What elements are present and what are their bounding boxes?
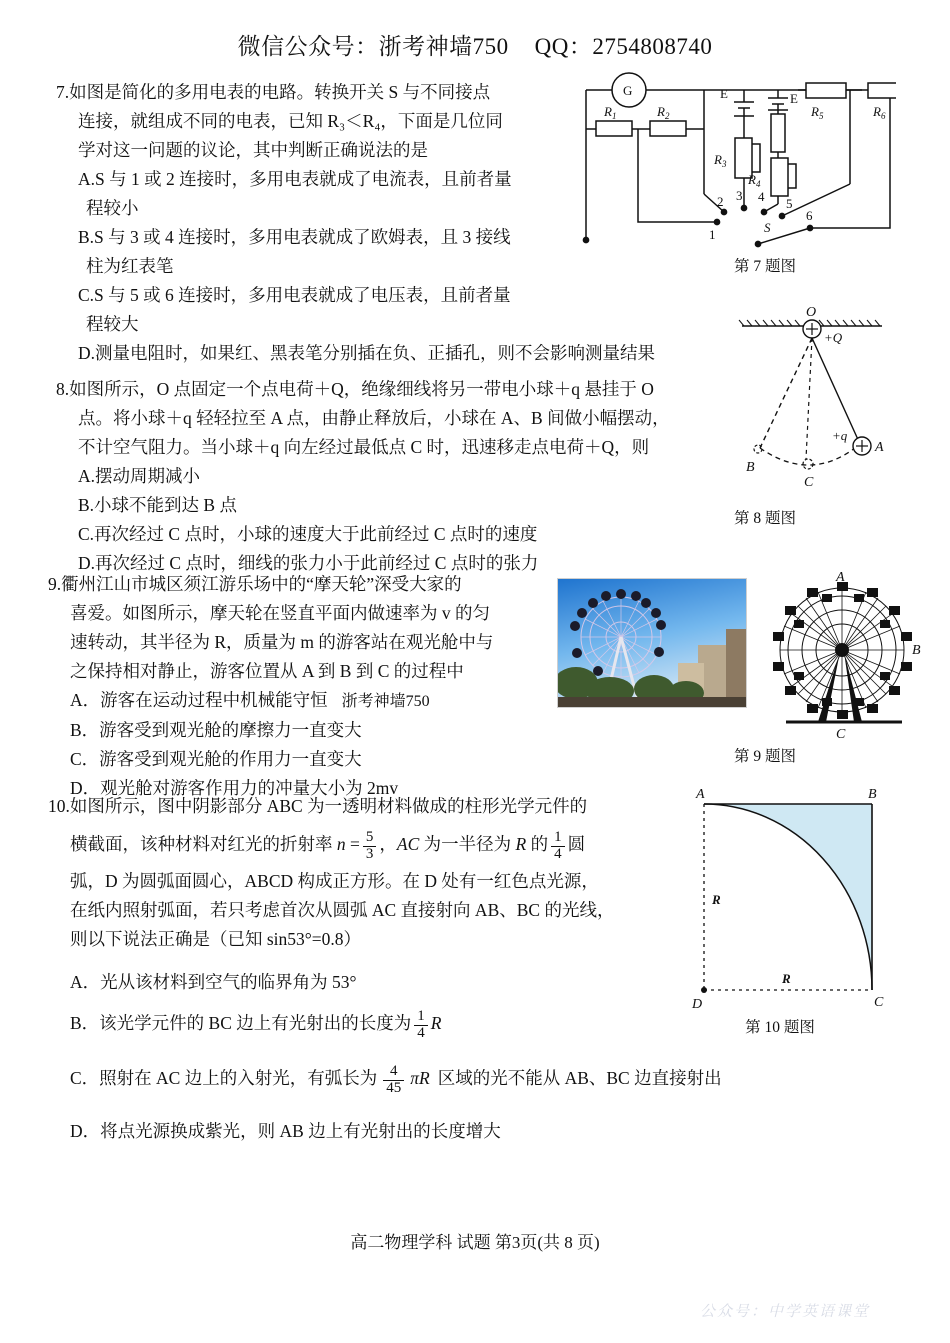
page-header bbox=[0, 28, 950, 61]
option-c-fraction bbox=[383, 1064, 404, 1097]
q9-option-c: C．游客受到观光舱的作用力一直变大 bbox=[70, 749, 362, 769]
q7-stem-line-1: 7.如图是简化的多用电表的电路。转换开关 S 与不同接点 bbox=[56, 82, 491, 102]
r4-label: $R_4$ bbox=[748, 172, 761, 189]
ferris-wheel-schematic-svg bbox=[762, 572, 930, 742]
r3-label: $R_3$ bbox=[714, 152, 727, 169]
frac-num: 1 bbox=[554, 828, 562, 845]
optics-square-svg bbox=[682, 786, 896, 1012]
q7-stem-line-2: 连接，就组成不同的电表，已知 R₃＜R₄，下面是几位同 bbox=[78, 111, 503, 131]
pivot-o-label: O bbox=[806, 305, 817, 320]
q10-option-a: A．光从该材料到空气的临界角为 53° bbox=[70, 972, 357, 992]
q10-stem-line-5: 则以下说法正确是（已知 sin53°=0.8） bbox=[70, 929, 362, 949]
r5-label: $R_5$ bbox=[811, 104, 824, 121]
q9-ferris-schematic bbox=[762, 572, 930, 747]
q9-figure-caption: 第 9 题图 bbox=[733, 748, 796, 765]
page-footer: 高二物理学科 试题 第3页(共 8 页) bbox=[350, 1233, 600, 1252]
q10-option-c-text: C．照射在 AC 边上的入射光，有弧长为 bbox=[70, 1068, 378, 1088]
frac-num: 5 bbox=[365, 828, 374, 845]
r6-label: $R_6$ bbox=[873, 104, 886, 121]
q10-option-c-mid: πR bbox=[410, 1068, 430, 1088]
q10-option-c-tail: 区域的光不能从 AB、BC 边直接射出 bbox=[437, 1068, 722, 1088]
question-9 bbox=[48, 570, 568, 803]
frac-den: 45 bbox=[383, 1080, 404, 1097]
quarter-fraction bbox=[551, 830, 565, 863]
q8-figure-caption: 第 8 题图 bbox=[733, 510, 796, 527]
q7-option-a: A.S 与 1 或 2 连接时，多用电表就成了电流表，且前者量 bbox=[78, 169, 512, 189]
q7-option-b-cont: 柱为红表笔 bbox=[86, 256, 174, 276]
r2-label: $R_2$ bbox=[657, 104, 670, 121]
q9-stem-line-4: 之保持相对静止，游客位置从 A 到 B 到 C 的过程中 bbox=[70, 661, 464, 681]
frac-den: 4 bbox=[551, 846, 565, 863]
ferris-point-c-label: C bbox=[836, 727, 846, 742]
q7-figure-caption: 第 7 题图 bbox=[733, 258, 796, 275]
q8-option-c: C.再次经过 C 点时，小球的速度大于此前经过 C 点时的速度 bbox=[78, 524, 538, 544]
q7-option-d: D.测量电阻时，如果红、黑表笔分别插在负、正插孔，则不会影响测量结果 bbox=[78, 343, 656, 363]
q8-option-d: D.再次经过 C 点时，细线的张力小于此前经过 C 点时的张力 bbox=[78, 553, 539, 573]
q9-stem-line-1: 9.衢州江山市城区须江游乐场中的“摩天轮”深受大家的 bbox=[48, 574, 462, 594]
q9-stem-line-2: 喜爱。如图所示，摩天轮在竖直平面内做速率为 v 的匀 bbox=[70, 603, 490, 623]
header-wechat: 微信公众号：浙考神墙750 bbox=[237, 34, 509, 59]
q10-option-b bbox=[48, 997, 708, 1049]
refractive-index-fraction bbox=[363, 830, 377, 863]
point-b-label: B bbox=[746, 460, 755, 475]
ferris-point-b-label: B bbox=[912, 643, 921, 658]
galvanometer-label: G bbox=[623, 83, 633, 98]
header-qq: QQ：2754808740 bbox=[534, 34, 713, 59]
optics-d-label: D bbox=[692, 997, 703, 1012]
option-b-fraction bbox=[414, 1009, 428, 1042]
q8-option-b: B.小球不能到达 B 点 bbox=[78, 495, 237, 515]
q7-option-c-cont: 程较大 bbox=[86, 314, 139, 334]
frac-num: 1 bbox=[417, 1007, 425, 1024]
q8-stem-line-2: 点。将小球＋q 轻轻拉至 A 点，由静止释放后，小球在 A、B 间做小幅摆动， bbox=[78, 408, 670, 428]
contact-4-label: 4 bbox=[758, 189, 765, 204]
battery-e-left-label: E bbox=[720, 86, 728, 101]
q8-option-a: A.摆动周期减小 bbox=[78, 466, 201, 486]
question-10 bbox=[48, 792, 722, 1146]
moving-charge-label: +q bbox=[832, 428, 848, 443]
q10-figure-caption: 第 10 题图 bbox=[745, 1019, 815, 1036]
r1-label: $R_1$ bbox=[604, 104, 617, 121]
radius-horizontal-label: R bbox=[782, 971, 791, 986]
q10-stem-line-1: 10.如图所示，图中阴影部分 ABC 为一透明材料做成的柱形光学元件的 bbox=[48, 796, 588, 816]
q7-circuit-figure bbox=[578, 72, 896, 257]
contact-3-label: 3 bbox=[736, 188, 743, 203]
q7-option-a-cont: 程较小 bbox=[86, 198, 139, 218]
q8-pendulum-figure bbox=[712, 296, 912, 501]
q10-stem-line-4: 在纸内照射弧面，若只考虑首次从圆弧 AC 直接射向 AB、BC 的光线， bbox=[70, 900, 615, 920]
optics-c-label: C bbox=[874, 995, 884, 1010]
q9-option-a bbox=[48, 686, 568, 716]
q10-stem-line-2 bbox=[48, 821, 708, 867]
optics-b-label: B bbox=[868, 787, 877, 802]
contact-2-label: 2 bbox=[717, 194, 724, 209]
q9-stem-line-3: 速转动，其半径为 R，质量为 m 的游客站在观光舱中与 bbox=[70, 632, 494, 652]
shaded-region-abc bbox=[704, 804, 872, 990]
q9-option-b: B．游客受到观光舱的摩擦力一直变大 bbox=[70, 720, 362, 740]
q7-option-b: B.S 与 3 或 4 连接时，多用电表就成了欧姆表，且 3 接线 bbox=[78, 227, 511, 247]
frac-den: 3 bbox=[363, 846, 377, 863]
q9-inline-watermark: 浙考神墙750 bbox=[341, 693, 430, 710]
contact-1-label: 1 bbox=[709, 227, 716, 242]
contact-5-label: 5 bbox=[786, 196, 793, 211]
frac-num: 4 bbox=[389, 1062, 398, 1079]
q10-option-c bbox=[48, 1049, 722, 1107]
page-watermark: 公众号：中学英语课堂 bbox=[700, 1304, 871, 1320]
radius-vertical-label: R bbox=[712, 892, 721, 907]
multimeter-circuit-svg bbox=[578, 72, 896, 252]
q9-option-d: D．观光舱对游客作用力的冲量大小为 2mv bbox=[70, 778, 399, 798]
q10-optics-figure bbox=[682, 786, 896, 1017]
battery-e-right-label: E bbox=[790, 91, 798, 106]
pendulum-svg bbox=[712, 296, 912, 496]
q8-stem-line-1: 8.如图所示，O 点固定一个点电荷＋Q，绝缘细线将另一带电小球＋q 悬挂于 O bbox=[56, 379, 654, 399]
q7-stem-line-3: 学对这一问题的议论，其中判断正确说法的是 bbox=[78, 140, 428, 160]
q10-option-b-tail: R bbox=[430, 1013, 442, 1033]
contact-6-label: 6 bbox=[806, 208, 813, 223]
q10-stem-2c: 圆 bbox=[567, 834, 586, 854]
point-a-label: A bbox=[875, 440, 884, 455]
q10-stem-2a: 横截面，该种材料对红光的折射率 n = bbox=[70, 834, 360, 854]
q10-stem-2b: ，AC 为一半径为 R 的 bbox=[379, 834, 549, 854]
ferris-point-a-label: A bbox=[836, 572, 845, 585]
point-c-label: C bbox=[804, 475, 814, 490]
point-source-d bbox=[701, 987, 707, 993]
q8-stem-line-3: 不计空气阻力。当小球＋q 向左经过最低点 C 时，迅速移走点电荷＋Q，则 bbox=[78, 437, 650, 457]
q10-stem-line-3: 弧，D 为圆弧面圆心，ABCD 构成正方形。在 D 处有一红色点光源， bbox=[70, 871, 599, 891]
question-8 bbox=[56, 375, 756, 578]
frac-den: 4 bbox=[414, 1025, 428, 1042]
q7-option-c: C.S 与 5 或 6 连接时，多用电表就成了电压表，且前者量 bbox=[78, 285, 511, 305]
q10-option-d: D．将点光源换成紫光，则 AB 边上有光射出的长度增大 bbox=[70, 1121, 501, 1141]
optics-a-label: A bbox=[696, 787, 705, 802]
q10-option-b-text: B．该光学元件的 BC 边上有光射出的长度为 bbox=[70, 1013, 412, 1033]
ferris-wheel-photo bbox=[557, 578, 747, 708]
switch-s-label: S bbox=[764, 220, 771, 235]
ferris-wheel-photo-svg bbox=[558, 579, 746, 707]
fixed-charge-label: +Q bbox=[824, 330, 843, 345]
q9-option-a-text: A．游客在运动过程中机械能守恒 bbox=[70, 690, 328, 710]
